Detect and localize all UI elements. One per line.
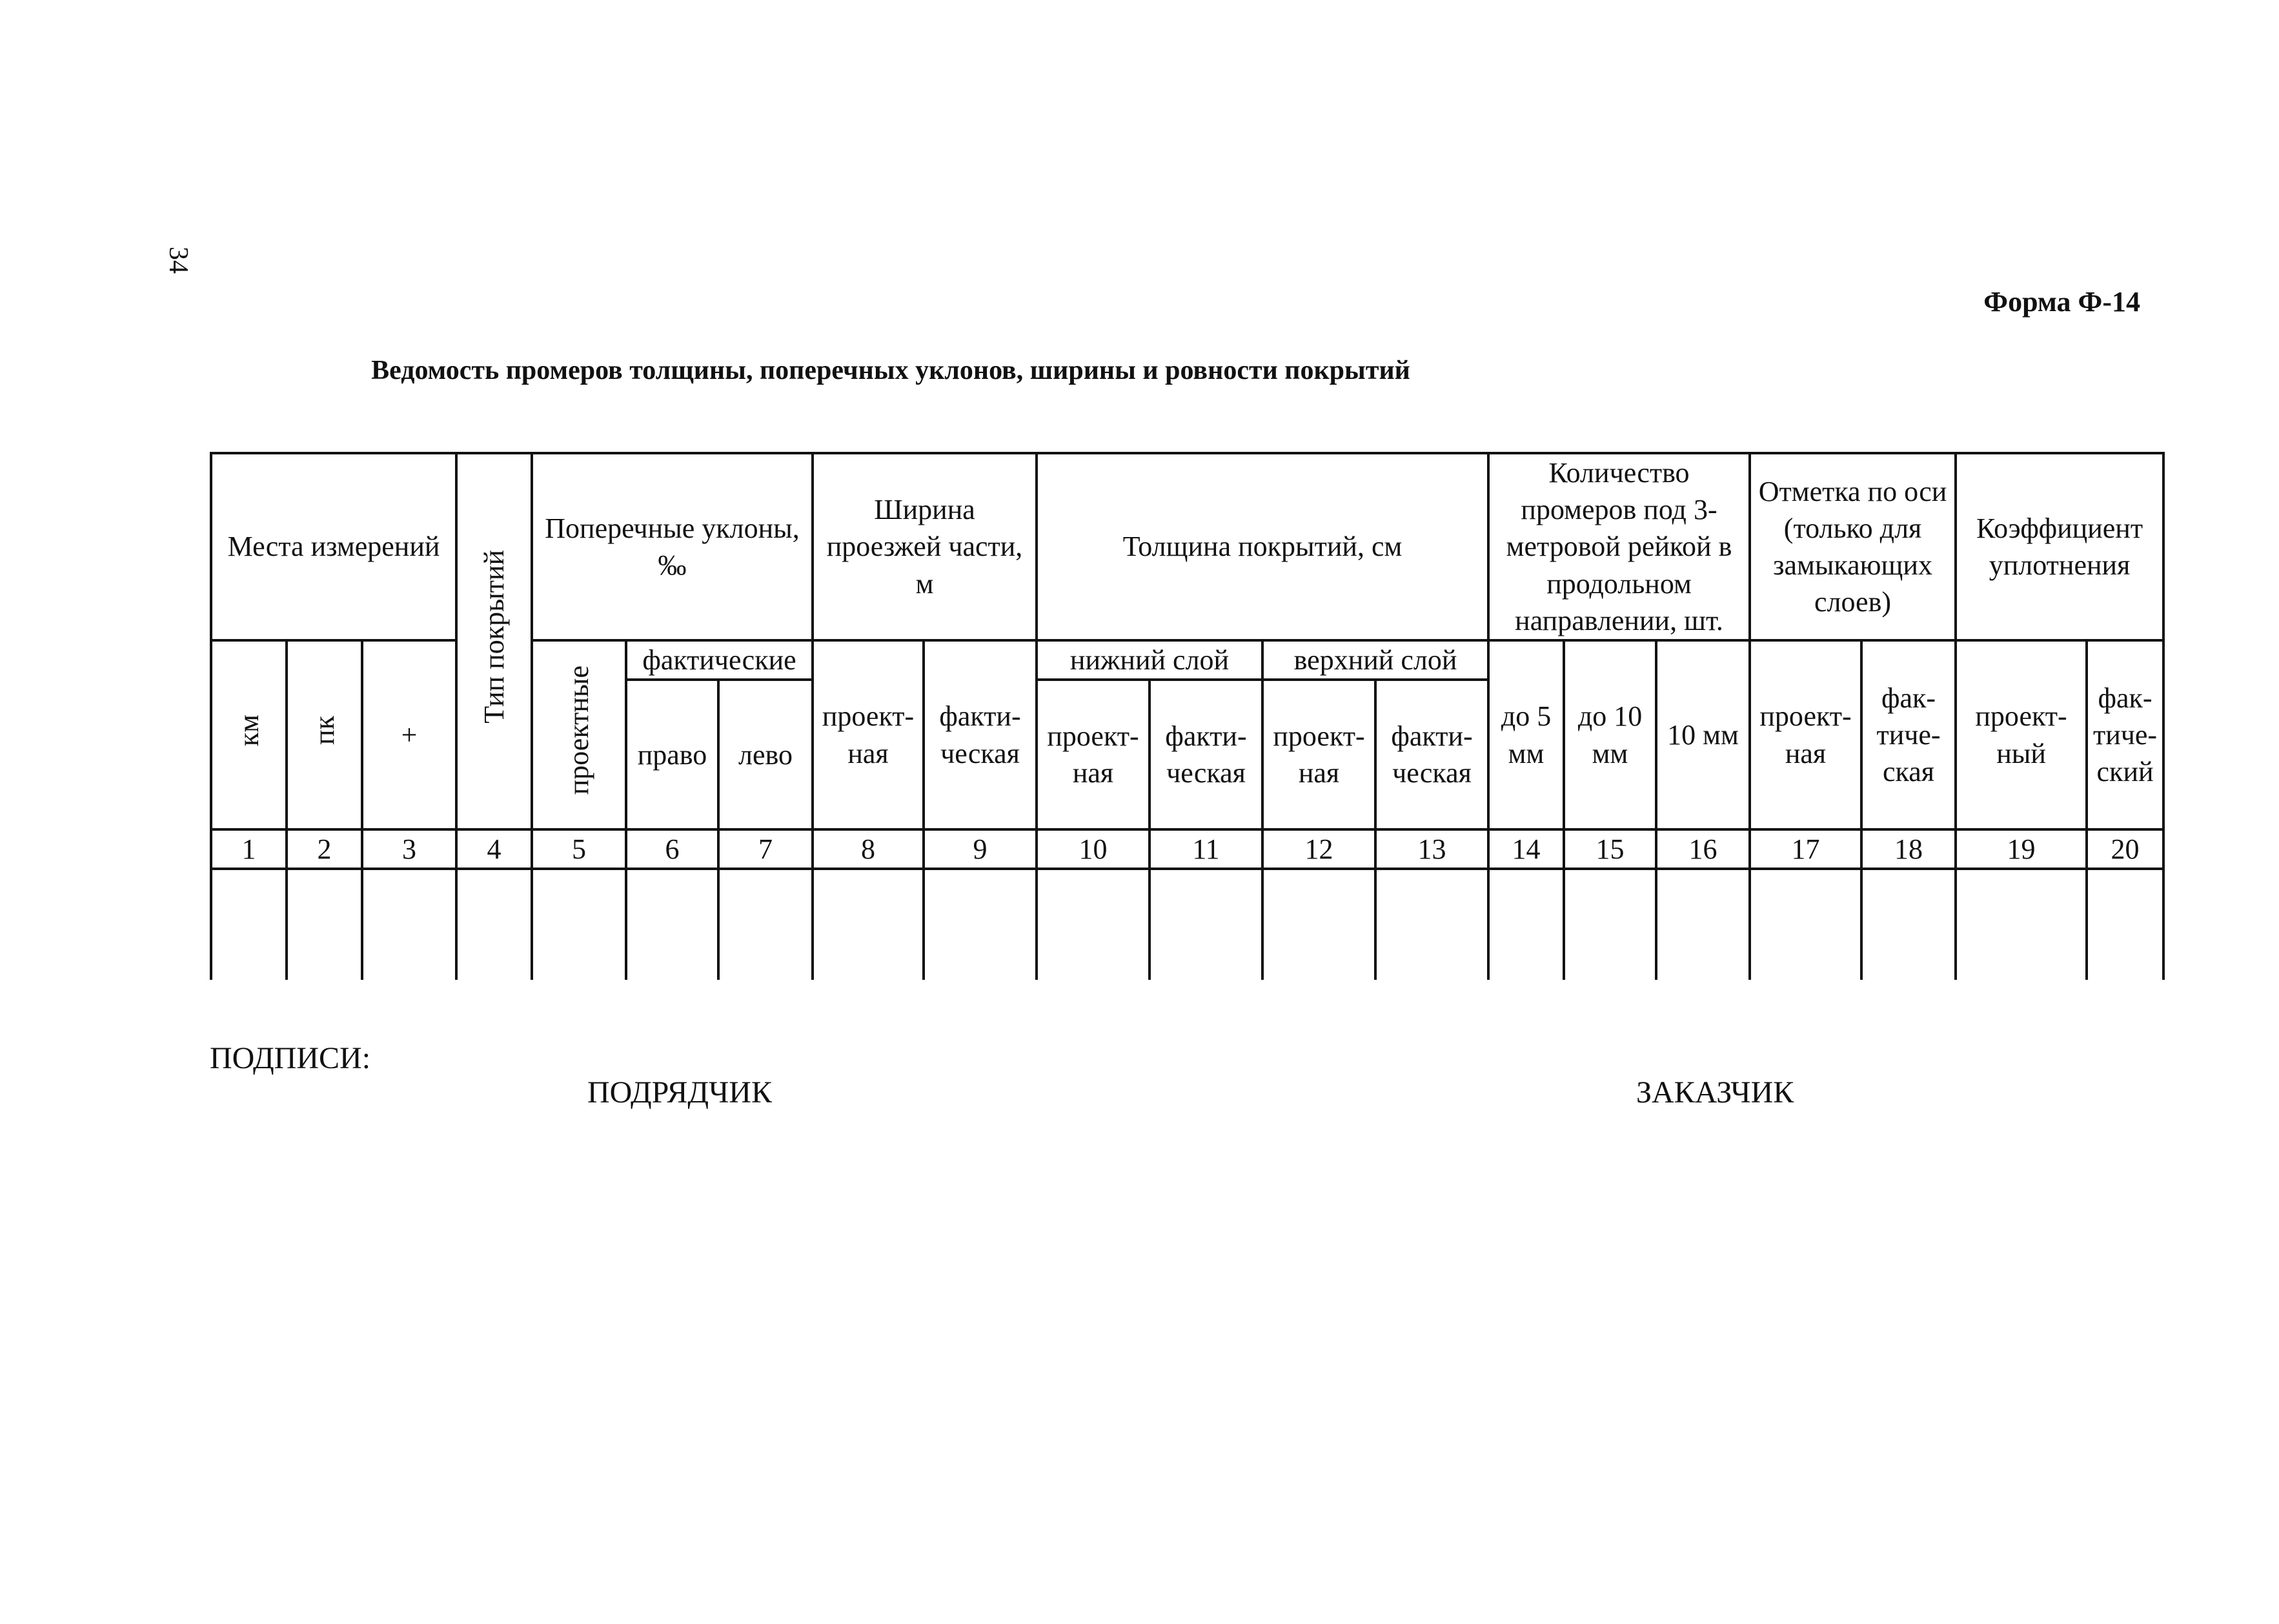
header-km: км	[211, 640, 287, 829]
header-slopes: Поперечные уклоны, ‰	[532, 453, 813, 640]
header-axis-mark: Отметка по оси (только для замыкающих слоев)	[1750, 453, 1956, 640]
blank-cell[interactable]	[1488, 869, 1564, 980]
column-number: 2	[287, 829, 362, 869]
blank-cell[interactable]	[1956, 869, 2087, 980]
header-up-to-10: до 10 мм	[1564, 640, 1656, 829]
blank-cell[interactable]	[1037, 869, 1150, 980]
blank-cell[interactable]	[1375, 869, 1488, 980]
header-count: Количество промеров под 3-метровой рейкой в продольном направлении, шт.	[1488, 453, 1750, 640]
column-number: 18	[1861, 829, 1956, 869]
blank-cell[interactable]	[1564, 869, 1656, 980]
header-lower-design: проект-ная	[1037, 680, 1150, 829]
column-number: 14	[1488, 829, 1564, 869]
header-comp-design: проект-ный	[1956, 640, 2087, 829]
page-number: 34	[163, 247, 193, 274]
header-up-to-5: до 5 мм	[1488, 640, 1564, 829]
blank-cell[interactable]	[1750, 869, 1861, 980]
blank-cell[interactable]	[1262, 869, 1375, 980]
blank-cell[interactable]	[287, 869, 362, 980]
header-width-design: проект-ная	[813, 640, 924, 829]
column-number: 12	[1262, 829, 1375, 869]
header-places: Места измерений	[211, 453, 456, 640]
header-upper-design: проект-ная	[1262, 680, 1375, 829]
form-label: Форма Ф-14	[1983, 286, 2140, 318]
column-number: 1	[211, 829, 287, 869]
measurement-table	[210, 452, 2165, 980]
column-number: 6	[626, 829, 718, 869]
header-lower-layer: нижний слой	[1037, 640, 1262, 680]
blank-cell[interactable]	[718, 869, 813, 980]
header-axis-actual: фак-тиче-ская	[1861, 640, 1956, 829]
blank-cell[interactable]	[532, 869, 626, 980]
header-lower-actual: факти-ческая	[1150, 680, 1262, 829]
blank-cell[interactable]	[2087, 869, 2163, 980]
header-left: лево	[718, 680, 813, 829]
header-width-actual: факти-ческая	[924, 640, 1037, 829]
column-number: 10	[1037, 829, 1150, 869]
blank-cell[interactable]	[1656, 869, 1750, 980]
blank-cell[interactable]	[1150, 869, 1262, 980]
blank-cell[interactable]	[813, 869, 924, 980]
signatures-label: ПОДПИСИ:	[210, 1041, 371, 1075]
column-number: 19	[1956, 829, 2087, 869]
column-number: 5	[532, 829, 626, 869]
header-upper-layer: верхний слой	[1262, 640, 1488, 680]
column-number-row	[211, 829, 2163, 869]
blank-cell[interactable]	[456, 869, 532, 980]
header-slopes-actual: фактические	[626, 640, 813, 680]
customer-label: ЗАКАЗЧИК	[1636, 1075, 1794, 1110]
column-number: 16	[1656, 829, 1750, 869]
header-plus: +	[362, 640, 456, 829]
header-comp-actual: фак-тиче-ский	[2087, 640, 2163, 829]
header-10mm: 10 мм	[1656, 640, 1750, 829]
column-number: 17	[1750, 829, 1861, 869]
blank-cell[interactable]	[924, 869, 1037, 980]
header-pk: пк	[287, 640, 362, 829]
header-slopes-design: проектные	[532, 640, 626, 829]
column-number: 3	[362, 829, 456, 869]
column-number: 9	[924, 829, 1037, 869]
header-thickness: Толщина покрытий, см	[1037, 453, 1488, 640]
blank-cell[interactable]	[211, 869, 287, 980]
contractor-label: ПОДРЯДЧИК	[587, 1075, 772, 1110]
document-title: Ведомость промеров толщины, поперечных уклонов, ширины и ровности покрытий	[371, 356, 1410, 385]
column-number: 11	[1150, 829, 1262, 869]
column-number: 20	[2087, 829, 2163, 869]
header-compaction: Коэффициент уплотнения	[1956, 453, 2163, 640]
header-coating-type: Тип покрытий	[456, 453, 532, 829]
header-axis-design: проект-ная	[1750, 640, 1861, 829]
column-number: 15	[1564, 829, 1656, 869]
blank-data-row	[211, 869, 2163, 980]
header-upper-actual: факти-ческая	[1375, 680, 1488, 829]
column-number: 4	[456, 829, 532, 869]
column-number: 8	[813, 829, 924, 869]
column-number: 7	[718, 829, 813, 869]
header-width: Ширина проезжей части, м	[813, 453, 1037, 640]
blank-cell[interactable]	[1861, 869, 1956, 980]
blank-cell[interactable]	[362, 869, 456, 980]
blank-cell[interactable]	[626, 869, 718, 980]
column-number: 13	[1375, 829, 1488, 869]
header-right: право	[626, 680, 718, 829]
